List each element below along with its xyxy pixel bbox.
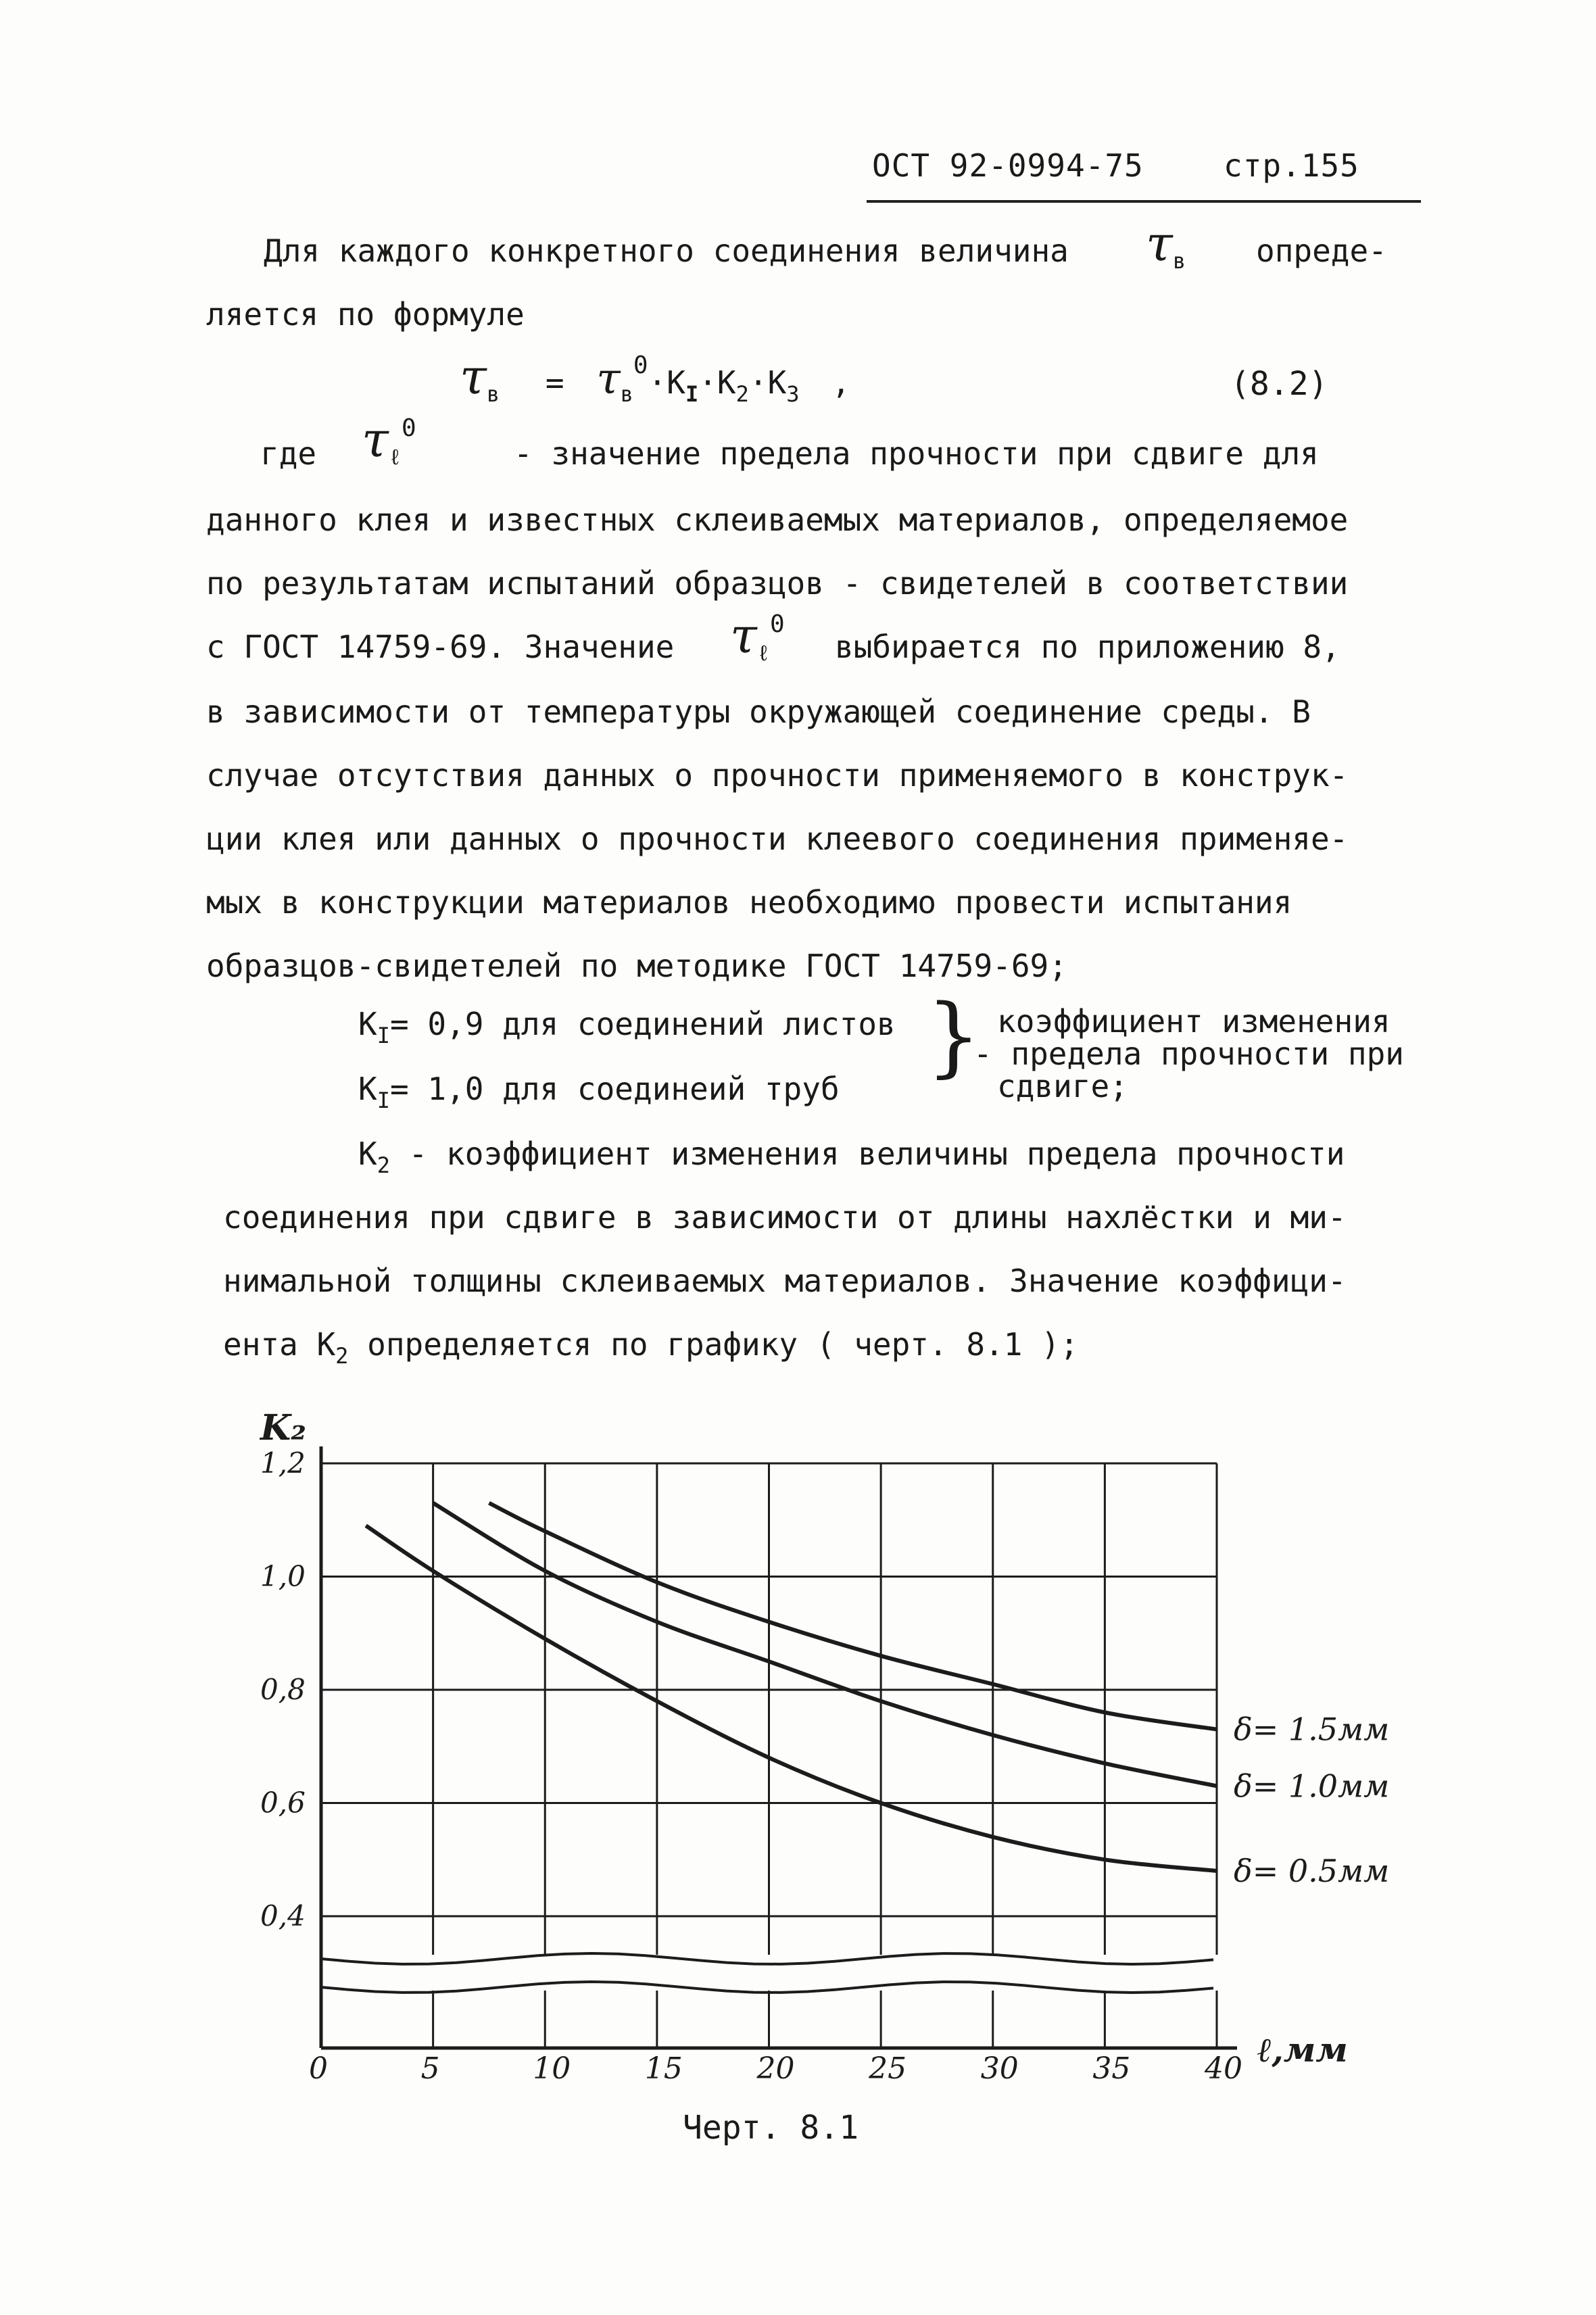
x-tick-label: 25 <box>869 2051 907 2086</box>
y-axis-title: K₂ <box>260 1407 306 1448</box>
y-tick-label: 0,8 <box>260 1673 306 1706</box>
x-tick-label: 35 <box>1092 2051 1131 2086</box>
k2-line-2: соединения при сдвиге в зависимости от длины нахлёстки и ми- <box>223 1199 1347 1236</box>
paragraph-2-line-5: случае отсутствия данных о прочности применяемого в конструк- <box>206 757 1349 794</box>
paragraph-2-line-1: данного клея и известных склеиваемых материалов, определяемое <box>206 502 1349 538</box>
tau-b-zero-symbol: $\tau_\ell^0$ <box>362 411 416 470</box>
tau-b-zero-inline: $\tau_\ell^0$ <box>730 607 785 666</box>
equation-number: (8.2) <box>1230 365 1328 403</box>
k1-description-3: сдвиге; <box>997 1068 1128 1104</box>
chart-axes <box>321 1446 1237 2048</box>
k1-description-1: коэффициент изменения <box>997 1003 1391 1040</box>
y-tick-label: 1,0 <box>260 1559 306 1593</box>
series-line-3 <box>489 1503 1217 1730</box>
paragraph-1-line-1: Для каждого конкретного соединения величина <box>264 233 1069 269</box>
paragraph-2-line-3a: с ГОСТ 14759-69. Значение <box>206 629 675 665</box>
series-label-3: δ= 1.5мм <box>1234 1711 1390 1748</box>
axis-break-lower <box>321 1982 1213 1993</box>
x-tick-label: 30 <box>980 2051 1019 2086</box>
y-tick-label: 0,6 <box>260 1786 306 1820</box>
k2-line-3: нимальной толщины склеиваемых материалов. Значение коэффици- <box>223 1263 1347 1299</box>
series-label-2: δ= 1.0мм <box>1234 1768 1390 1805</box>
k1-sheets: $K_I= 0,9$ для соединений листов <box>358 1006 896 1048</box>
right-brace: } <box>926 986 982 1087</box>
where-definition: - значение предела прочности при сдвиге для <box>514 435 1319 472</box>
paragraph-2-line-2: по результатам испытаний образцов - свидетелей в соответствии <box>206 565 1349 602</box>
paragraph-1-line-1-end: опреде- <box>1256 233 1387 269</box>
page-number: стр.155 <box>1224 147 1359 184</box>
series-line-2 <box>433 1503 1217 1786</box>
x-axis-title: ℓ,мм <box>1257 2030 1348 2070</box>
k1-description-2: - предела прочности при <box>973 1035 1404 1072</box>
k2-line-4: ента $K_2$ определяется по графику ( черт. 8.1 ); <box>223 1326 1079 1369</box>
paragraph-2-line-4: в зависимости от температуры окружающей соединение среды. В <box>206 693 1311 730</box>
document-code: ОСТ 92-0994-75 <box>872 147 1144 184</box>
chart-labels <box>259 1407 1389 2086</box>
paragraph-2-line-6: ции клея или данных о прочности клеевого соединения применяе- <box>206 821 1349 857</box>
k1-pipes: $K_I= 1,0$ для соединеий труб <box>358 1071 840 1113</box>
x-tick-label: 10 <box>533 2051 571 2086</box>
axis-break-upper <box>321 1953 1213 1964</box>
tau-b-inline: $\tau_в$ <box>1146 215 1186 274</box>
paragraph-2-line-7: мых в конструкции материалов необходимо провести испытания <box>206 884 1292 921</box>
x-tick-label: 15 <box>644 2051 683 2086</box>
where-word: где <box>260 435 317 472</box>
y-tick-label: 0,4 <box>260 1899 306 1932</box>
x-tick-label: 20 <box>756 2051 795 2086</box>
paragraph-2-line-8: образцов-свидетелей по методике ГОСТ 14759-69; <box>206 948 1067 984</box>
x-tick-label: 5 <box>420 2051 440 2086</box>
series-label-1: δ= 0.5мм <box>1234 1853 1390 1889</box>
y-tick-label: 1,2 <box>260 1446 306 1480</box>
paragraph-1-line-2: ляется по формуле <box>206 296 525 333</box>
k2-line-1: $K_2$ - коэффициент изменения величины предела прочности <box>358 1136 1345 1178</box>
formula-8-2: $\tau_в = \tau_в^0\cdot K_I\cdot K_2\cdot K_3$ , <box>460 348 850 407</box>
x-tick-label: 0 <box>309 2051 328 2086</box>
chart-series <box>366 1503 1217 1871</box>
figure-caption: Черт. 8.1 <box>683 2109 859 2147</box>
x-tick-label: 40 <box>1205 2051 1242 2086</box>
paragraph-2-line-3b: выбирается по приложению 8, <box>835 629 1340 665</box>
